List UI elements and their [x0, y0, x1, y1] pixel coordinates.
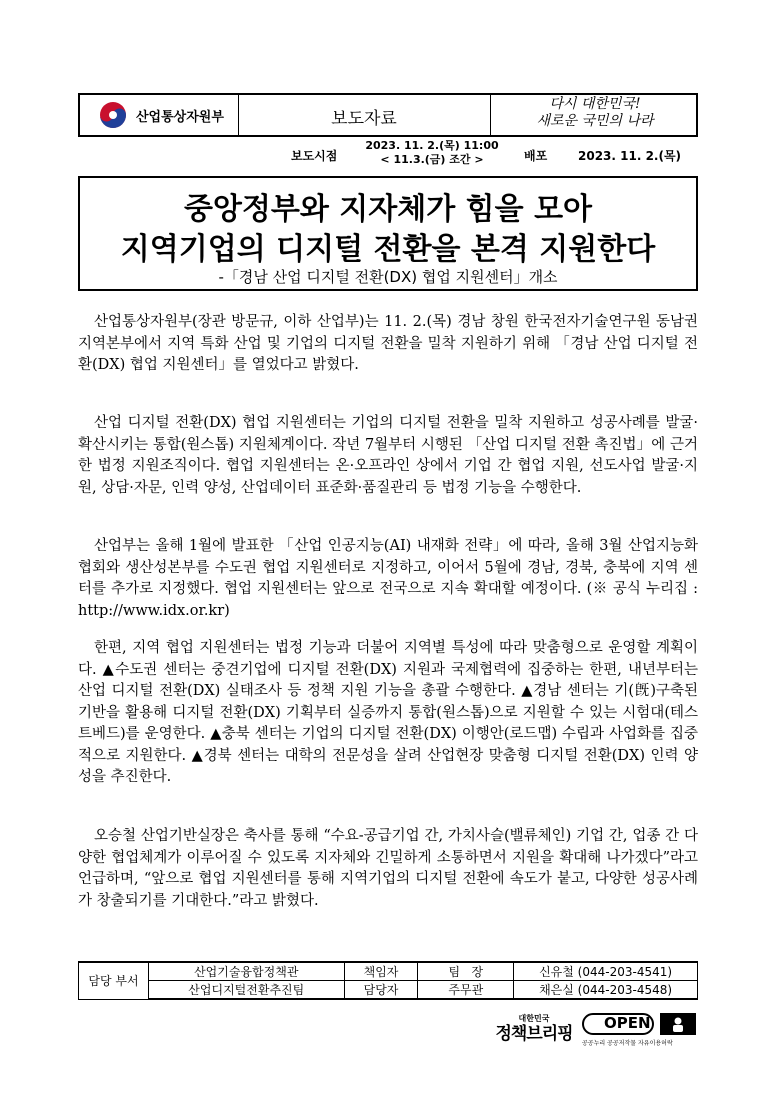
body-paragraph: 산업 디지털 전환(DX) 협업 지원센터는 기업의 디지털 전환을 밀착 지원하고 성공사례를 발굴·확산시키는 통합(원스톱) 지원체계이다. 작년 7월부터 시행된 「산업 디지털 전환 촉진법」에 근거한 법정 지원조직이다. 협업 지원센터는 온·오프라인 상에서 기업 간 협업 지원, 선도사업 발굴·지원, 상담·자문, 인력 양성, 산업데이터 표준화·품질관리 등 법정 기능을 수행한다.: [78, 415, 698, 496]
release-time: [357, 139, 507, 167]
body-paragraph: 오승철 산업기반실장은 축사를 통해 “수요-공급기업 간, 가치사슬(밸류체인) 기업 간, 업종 간 다양한 협업체계가 이루어질 수 있도록 지자체와 긴밀하게 소통하면서 지원을 확대해 나가겠다”라고 언급하며, “앞으로 협업 지원센터를 통해 지역기업의 디지털 전환에 속도가 붙고, 다양한 성공사례가 창출되기를 기대한다.”라고 밝혔다.: [78, 828, 698, 909]
distribution-date: 2023. 11. 2.(목): [578, 149, 682, 163]
subheadline: -「경남 산업 디지털 전환(DX) 협업 지원센터」개소: [218, 268, 558, 286]
ministry-name: 산업통상자원부: [136, 110, 224, 125]
policy-briefing-logo: [494, 1013, 574, 1044]
headline: 중앙정부와 지자체가 힘을 모아: [183, 192, 593, 227]
contact-person: 신유철 (044-203-4541): [514, 962, 698, 981]
job-title: 주무관: [418, 981, 514, 1000]
kogl-caption: 공공누리 공공저작물 자유이용허락: [582, 1040, 673, 1047]
role-label: 담당자: [344, 981, 418, 1000]
slogan-line: 다시 대한민국!: [549, 96, 641, 112]
contact-table: [78, 961, 698, 1000]
briefing-title: 정책브리핑: [495, 1024, 573, 1044]
body-paragraph: 산업통상자원부(장관 방문규, 이하 산업부)는 11. 2.(목) 경남 창원 한국전자기술연구원 동남권 지역본부에서 지역 특화 산업 및 기업의 디지털 전환을 밀착 지원하기 위해 「경남 산업 디지털 전환(DX) 협업 지원센터」를 열었다고 밝혔다.: [78, 314, 698, 373]
kogl-type-icon: [660, 1013, 696, 1035]
contact-person: 채은실 (044-203-4548): [514, 981, 698, 1000]
headline: 지역기업의 디지털 전환을 본격 지원한다: [120, 232, 656, 267]
role-label: 책임자: [344, 962, 418, 981]
person-icon: [662, 1015, 694, 1033]
dept-name: 산업기술융합정책관: [148, 962, 344, 981]
dept-name: 산업디지털전환추진팀: [148, 981, 344, 1000]
government-slogan: [500, 96, 690, 130]
taegeuk-logo-icon: [98, 100, 128, 130]
table-row: [79, 981, 698, 1000]
release-time-line: 2023. 11. 2.(목) 11:00: [365, 139, 499, 152]
document-type: 보도자료: [331, 109, 397, 129]
release-label: 보도시점: [291, 149, 338, 163]
body-paragraph: 산업부는 올해 1월에 발표한 「산업 인공지능(AI) 내재화 전략」에 따라, 올해 3월 산업지능화협회와 생산성본부를 수도권 협업 지원센터로 지정하고, 이어서 5월에 경남, 경북, 충북에 지역 센터를 추가로 지정했다. 협업 지원센터는 앞으로 전국으로 지속 확대할 예정이다. (※ 공식 누리집 : http://www.idx.or.kr): [78, 538, 698, 619]
release-time-line: < 11.3.(금) 조간 >: [380, 153, 484, 166]
dept-label: 담당 부서: [79, 962, 149, 999]
distribution-label: 배포: [524, 149, 548, 163]
job-title: 팀 장: [418, 962, 514, 981]
kogl-open-text: OPEN: [604, 1014, 651, 1032]
briefing-small-text: 대한민국: [518, 1014, 550, 1023]
slogan-line: 새로운 국민의 나라: [536, 113, 654, 129]
table-row: [79, 962, 698, 981]
header-divider: [490, 95, 491, 135]
body-paragraph: 한편, 지역 협업 지원센터는 법정 기능과 더불어 지역별 특성에 따라 맞춤형으로 운영할 계획이다. ▲수도권 센터는 중견기업에 디지털 전환(DX) 지원과 국제협력에 집중하는 한편, 내년부터는 산업 디지털 전환(DX) 실태조사 등 정책 지원 기능을 총괄 수행한다. ▲경남 센터는 기(旣)구축된 기반을 활용해 디지털 전환(DX) 기획부터 실증까지 통합(원스톱)으로 지원할 수 있는 시험대(테스트베드)를 운영한다. ▲충북 센터는 기업의 디지털 전환(DX) 이행안(로드맵) 수립과 사업화를 집중적으로 지원한다. ▲경북 센터는 대학의 전문성을 살려 산업현장 맞춤형 디지털 전환(DX) 인력 양성을 추진한다.: [78, 640, 698, 785]
